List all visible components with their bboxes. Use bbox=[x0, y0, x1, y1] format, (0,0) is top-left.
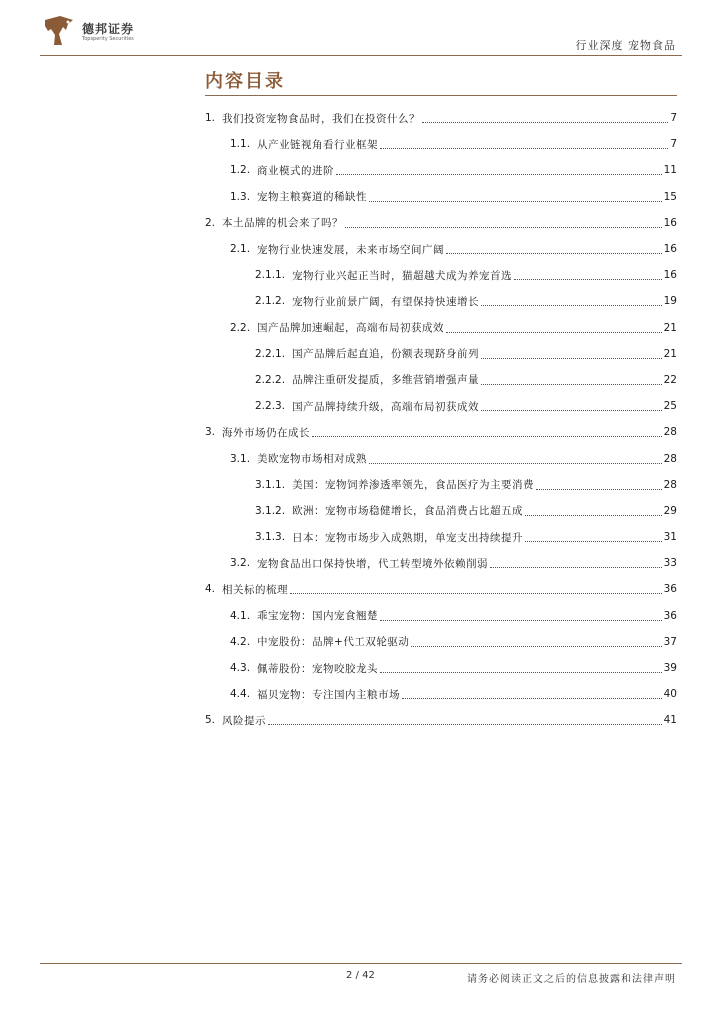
toc-entry-page: 21 bbox=[663, 321, 677, 334]
toc-entry-page: 41 bbox=[663, 714, 677, 727]
toc-dot-leader bbox=[345, 218, 662, 228]
toc-dot-leader bbox=[380, 663, 662, 673]
toc-entry[interactable] bbox=[205, 367, 677, 393]
toc-dot-leader bbox=[446, 244, 662, 254]
toc-entry-number: 4.2. bbox=[230, 635, 251, 648]
toc-dot-leader bbox=[525, 506, 662, 516]
toc-entry[interactable] bbox=[205, 419, 677, 445]
toc-entry[interactable] bbox=[205, 210, 677, 236]
toc-dot-leader bbox=[514, 270, 662, 280]
toc-entry-number: 4.1. bbox=[230, 609, 251, 622]
toc-entry-page: 28 bbox=[663, 426, 677, 439]
toc-entry[interactable] bbox=[205, 655, 677, 681]
toc-entry[interactable] bbox=[205, 550, 677, 576]
toc-entry[interactable] bbox=[205, 445, 677, 471]
toc-entry-title: 福贝宠物：专注国内主粮市场 bbox=[257, 688, 401, 701]
toc-dot-leader bbox=[369, 192, 662, 202]
toc-entry-number: 3.1. bbox=[230, 452, 251, 465]
toc-entry[interactable] bbox=[205, 524, 677, 550]
toc-entry-number: 3.1.2. bbox=[255, 504, 286, 517]
toc-entry[interactable] bbox=[205, 393, 677, 419]
toc-entry-title: 乖宝宠物：国内宠食翘楚 bbox=[257, 610, 379, 623]
toc-entry-title: 宠物食品出口保持快增，代工转型境外依赖削弱 bbox=[257, 557, 489, 570]
footer-divider bbox=[40, 963, 682, 964]
toc-entry-number: 1. bbox=[205, 112, 216, 125]
toc-entry-page: 36 bbox=[663, 609, 677, 622]
toc-dot-leader bbox=[380, 139, 668, 149]
toc-dot-leader bbox=[380, 611, 662, 621]
toc-entry-number: 1.1. bbox=[230, 138, 251, 151]
toc-dot-leader bbox=[422, 113, 668, 123]
company-name-cn: 德邦证券 bbox=[82, 22, 135, 36]
toc-entry-number: 4. bbox=[205, 583, 216, 596]
company-logo bbox=[42, 14, 162, 50]
toc-entry-page: 29 bbox=[663, 504, 677, 517]
toc-dot-leader bbox=[481, 296, 662, 306]
toc-entry-number: 2.2. bbox=[230, 321, 251, 334]
toc-dot-leader bbox=[536, 480, 662, 490]
toc-dot-leader bbox=[446, 323, 662, 333]
toc-entry[interactable] bbox=[205, 315, 677, 341]
toc-entry-title: 欧洲：宠物市场稳健增长，食品消费占比超五成 bbox=[292, 505, 524, 518]
toc-entry-page: 28 bbox=[663, 478, 677, 491]
toc-entry-page: 16 bbox=[663, 243, 677, 256]
toc-entry-number: 3. bbox=[205, 426, 216, 439]
toc-entry[interactable] bbox=[205, 603, 677, 629]
legal-disclaimer: 请务必阅读正文之后的信息披露和法律声明 bbox=[467, 974, 676, 985]
toc-entry-number: 2.1.1. bbox=[255, 269, 286, 282]
toc-entry[interactable] bbox=[205, 498, 677, 524]
toc-entry-title: 商业模式的进阶 bbox=[257, 164, 335, 177]
header-divider bbox=[40, 55, 682, 56]
toc-entry-number: 4.3. bbox=[230, 662, 251, 675]
toc-entry[interactable] bbox=[205, 157, 677, 183]
toc-entry-number: 2. bbox=[205, 216, 216, 229]
toc-dot-leader bbox=[336, 165, 662, 175]
toc-entry-number: 2.1.2. bbox=[255, 295, 286, 308]
toc-title-divider bbox=[205, 95, 677, 96]
toc-entry-page: 19 bbox=[663, 295, 677, 308]
toc-dot-leader bbox=[290, 584, 662, 594]
toc-entry[interactable] bbox=[205, 576, 677, 602]
toc-entry-title: 从产业链视角看行业框架 bbox=[257, 138, 379, 151]
toc-dot-leader bbox=[481, 349, 662, 359]
toc-entry[interactable] bbox=[205, 262, 677, 288]
toc-entry-number: 3.2. bbox=[230, 557, 251, 570]
toc-entry[interactable] bbox=[205, 236, 677, 262]
toc-dot-leader bbox=[411, 637, 661, 647]
toc-dot-leader bbox=[312, 427, 662, 437]
toc-entry-number: 5. bbox=[205, 714, 216, 727]
toc-entry-number: 3.1.3. bbox=[255, 531, 286, 544]
toc-entry-number: 1.3. bbox=[230, 190, 251, 203]
toc-entry-page: 28 bbox=[663, 452, 677, 465]
toc-dot-leader bbox=[369, 454, 662, 464]
toc-entry-title: 我们投资宠物食品时，我们在投资什么？ bbox=[222, 112, 421, 125]
toc-entry-title: 风险提示 bbox=[222, 714, 267, 727]
toc-entry-title: 宠物行业前景广阔，有望保持快速增长 bbox=[292, 295, 480, 308]
toc-entry-number: 2.2.2. bbox=[255, 373, 286, 386]
toc-dot-leader bbox=[490, 558, 662, 568]
toc-entry-title: 宠物行业兴起正当时，猫超越犬成为养宠首选 bbox=[292, 269, 513, 282]
toc-entry[interactable] bbox=[205, 707, 677, 733]
toc-entry-page: 39 bbox=[663, 662, 677, 675]
toc-entry[interactable] bbox=[205, 681, 677, 707]
toc-dot-leader bbox=[268, 715, 662, 725]
toc-entry-page: 11 bbox=[663, 164, 677, 177]
toc-entry[interactable] bbox=[205, 472, 677, 498]
toc-dot-leader bbox=[402, 689, 662, 699]
toc-dot-leader bbox=[525, 532, 662, 542]
toc-entry-page: 25 bbox=[663, 400, 677, 413]
toc-entry-page: 33 bbox=[663, 557, 677, 570]
toc-entry-title: 国产品牌持续升级，高端布局初获成效 bbox=[292, 400, 480, 413]
company-name-en: Topsperity Securities bbox=[82, 36, 134, 42]
toc-entry-page: 21 bbox=[663, 347, 677, 360]
toc-entry[interactable] bbox=[205, 131, 677, 157]
toc-entry-page: 7 bbox=[670, 138, 677, 151]
toc-entry-page: 7 bbox=[670, 112, 677, 125]
toc-entry-title: 中宠股份：品牌+代工双轮驱动 bbox=[257, 636, 410, 649]
toc-entry[interactable] bbox=[205, 288, 677, 314]
toc-entry-title: 本土品牌的机会来了吗？ bbox=[222, 217, 344, 230]
toc-entry-page: 40 bbox=[663, 688, 677, 701]
page-indicator: 2 / 42 bbox=[346, 970, 375, 981]
toc-entry-page: 36 bbox=[663, 583, 677, 596]
toc-entry-number: 1.2. bbox=[230, 164, 251, 177]
toc-title: 内容目录 bbox=[205, 71, 285, 92]
toc-entry-title: 美国：宠物饲养渗透率领先，食品医疗为主要消费 bbox=[292, 479, 535, 492]
toc-entry-title: 日本：宠物市场步入成熟期，单宠支出持续提升 bbox=[292, 531, 524, 544]
toc-entry-title: 宠物主粮赛道的稀缺性 bbox=[257, 191, 368, 204]
toc-entry-number: 3.1.1. bbox=[255, 478, 286, 491]
toc-entry-title: 美欧宠物市场相对成熟 bbox=[257, 453, 368, 466]
company-logo-icon bbox=[42, 14, 76, 48]
toc-entry[interactable] bbox=[205, 184, 677, 210]
toc-entry-title: 海外市场仍在成长 bbox=[222, 426, 311, 439]
toc-entry-title: 宠物行业快速发展，未来市场空间广阔 bbox=[257, 243, 445, 256]
toc-entry-title: 佩蒂股份：宠物咬胶龙头 bbox=[257, 662, 379, 675]
toc-entry[interactable] bbox=[205, 629, 677, 655]
toc-entry-title: 国产品牌加速崛起，高端布局初获成效 bbox=[257, 322, 445, 335]
toc-dot-leader bbox=[481, 375, 662, 385]
toc-entry-number: 2.1. bbox=[230, 243, 251, 256]
toc-entry-page: 31 bbox=[663, 531, 677, 544]
toc-entry-number: 4.4. bbox=[230, 688, 251, 701]
toc-entry-title: 品牌注重研发提质，多维营销增强声量 bbox=[292, 374, 480, 387]
toc-entry[interactable] bbox=[205, 341, 677, 367]
toc-entry-number: 2.2.1. bbox=[255, 347, 286, 360]
toc-entry-title: 国产品牌后起直追，份额表现跻身前列 bbox=[292, 348, 480, 361]
toc-entry-title: 相关标的梳理 bbox=[222, 583, 289, 596]
toc-entry-page: 37 bbox=[663, 635, 677, 648]
toc-dot-leader bbox=[481, 401, 662, 411]
toc-entry-page: 22 bbox=[663, 373, 677, 386]
toc-entry-page: 16 bbox=[663, 216, 677, 229]
toc-entry-number: 2.2.3. bbox=[255, 400, 286, 413]
report-category-tag: 行业深度 宠物食品 bbox=[575, 39, 676, 52]
table-of-contents bbox=[205, 105, 677, 734]
toc-entry-page: 15 bbox=[663, 190, 677, 203]
toc-entry-page: 16 bbox=[663, 269, 677, 282]
toc-entry[interactable] bbox=[205, 105, 677, 131]
